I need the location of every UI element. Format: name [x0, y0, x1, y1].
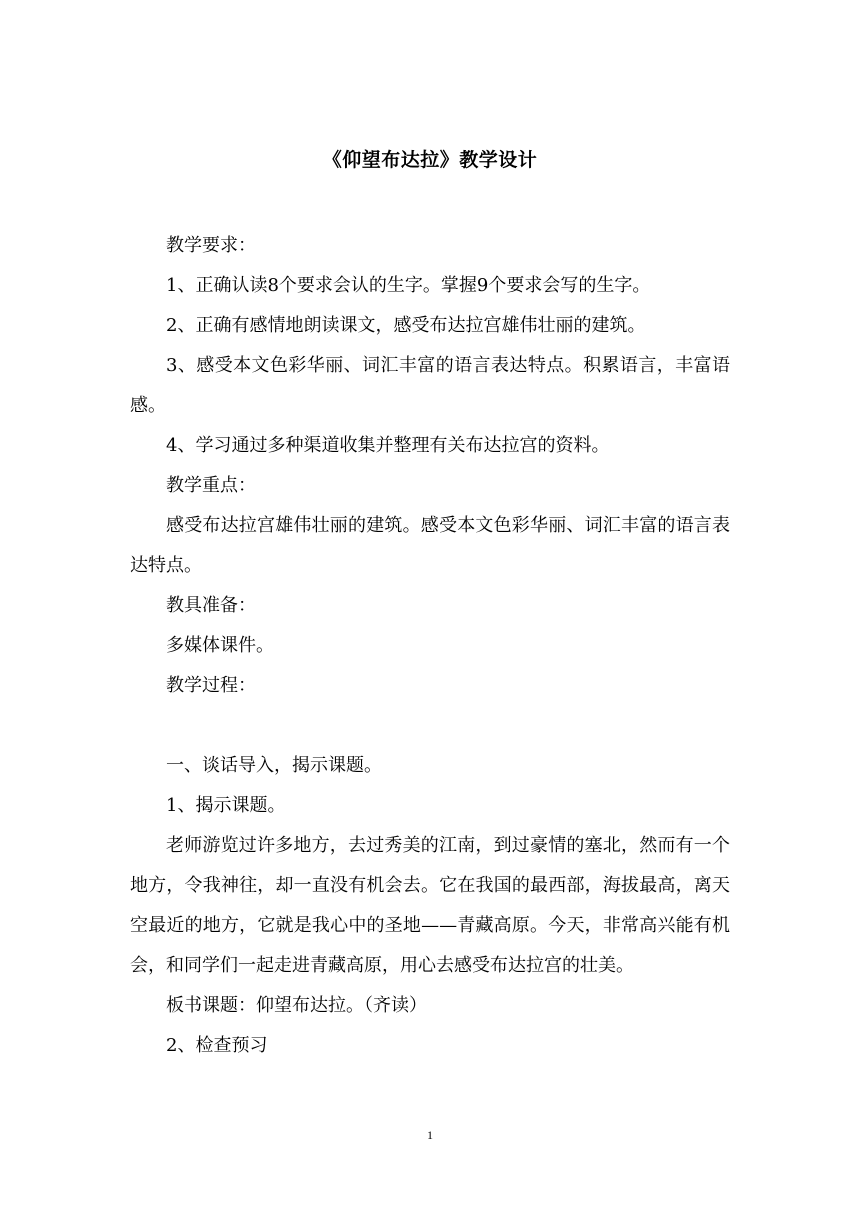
document-title: 《仰望布达拉》教学设计 — [322, 149, 538, 171]
paragraph: 1、揭示课题。 — [166, 795, 286, 816]
paragraph: 1、正确认读8个要求会认的生字。掌握9个要求会写的生字。 — [166, 275, 651, 296]
paragraph: 教具准备： — [166, 595, 256, 616]
paragraph: 教学重点： — [166, 475, 256, 496]
paragraph: 板书课题：仰望布达拉。（齐读） — [166, 995, 427, 1016]
paragraph: 2、正确有感情地朗读课文，感受布达拉宫雄伟壮丽的建筑。 — [166, 315, 646, 336]
page-number: 1 — [427, 1128, 433, 1142]
paragraph: 教学要求： — [166, 235, 256, 256]
blank-line — [130, 706, 730, 746]
paragraph: 感受布达拉宫雄伟壮丽的建筑。感受本文色彩华丽、词汇丰富的语言表达特点。 — [130, 515, 730, 576]
paragraph: 4、学习通过多种渠道收集并整理有关布达拉宫的资料。 — [166, 435, 610, 456]
document-body — [130, 226, 730, 1066]
paragraph: 教学过程： — [166, 675, 256, 696]
paragraph: 老师游览过许多地方，去过秀美的江南，到过豪情的塞北，然而有一个地方，令我神往，却一直没有机会去。它在我国的最西部，海拔最高，离天空最近的地方，它就是我心中的圣地——青藏高原。今天，非常高兴能有机会，和同学们一起走进青藏高原，用心去感受布达拉宫的壮美。 — [130, 835, 730, 976]
paragraph: 3、感受本文色彩华丽、词汇丰富的语言表达特点。积累语言，丰富语感。 — [130, 355, 730, 416]
paragraph: 多媒体课件。 — [166, 635, 274, 656]
paragraph: 2、检查预习 — [166, 1035, 268, 1056]
paragraph: 一、谈话导入，揭示课题。 — [166, 755, 382, 776]
